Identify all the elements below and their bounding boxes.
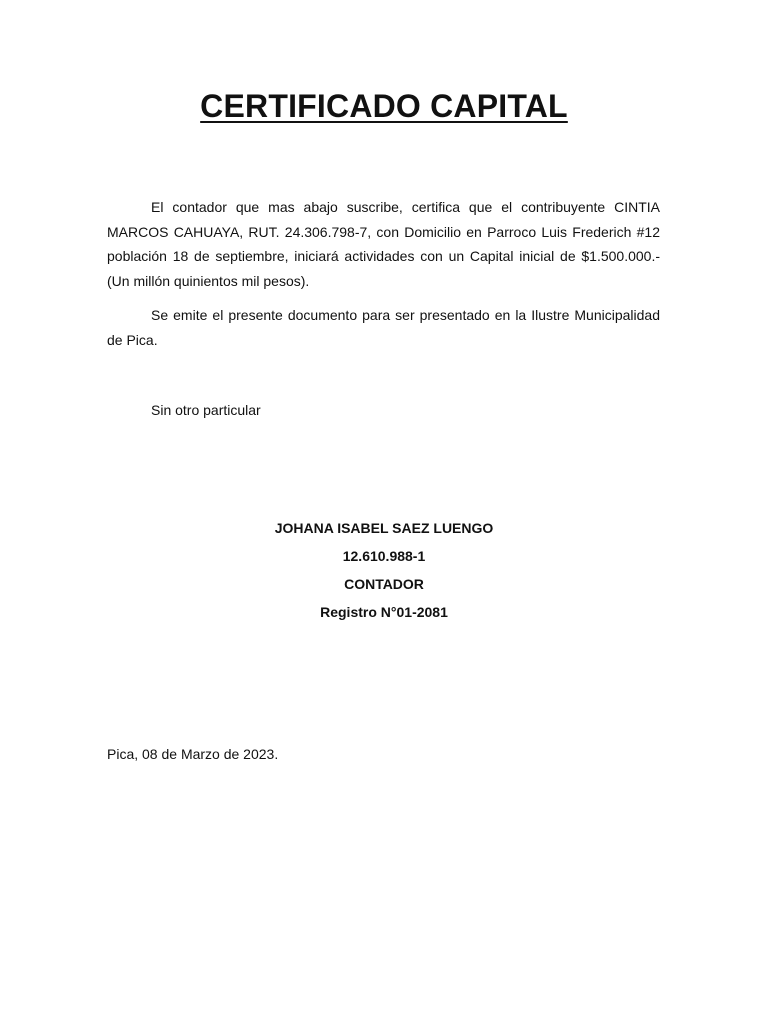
document-title: CERTIFICADO CAPITAL [200, 88, 568, 124]
purpose-paragraph: Se emite el presente documento para ser presentado en la Ilustre Municipalidad de Pica. [107, 307, 660, 348]
signer-role: CONTADOR [344, 576, 424, 592]
signer-rut: 12.610.988-1 [342, 548, 426, 564]
signer-registry: Registro N°01-2081 [320, 604, 448, 620]
certification-paragraph: El contador que mas abajo suscribe, certifica que el contribuyente CINTIA MARCOS CAHUAYA, RUT. 24.306.798-7, con Domicilio en Parroco Luis Frederich #12 población 18 de septiembre, iniciará actividades con un Capital inicial de $1.500.000.- (Un millón quinientos mil pesos). [107, 199, 660, 289]
closing-line: Sin otro particular [151, 402, 261, 418]
signer-name: JOHANA ISABEL SAEZ LUENGO [274, 520, 494, 536]
place-date: Pica, 08 de Marzo de 2023. [107, 746, 279, 762]
